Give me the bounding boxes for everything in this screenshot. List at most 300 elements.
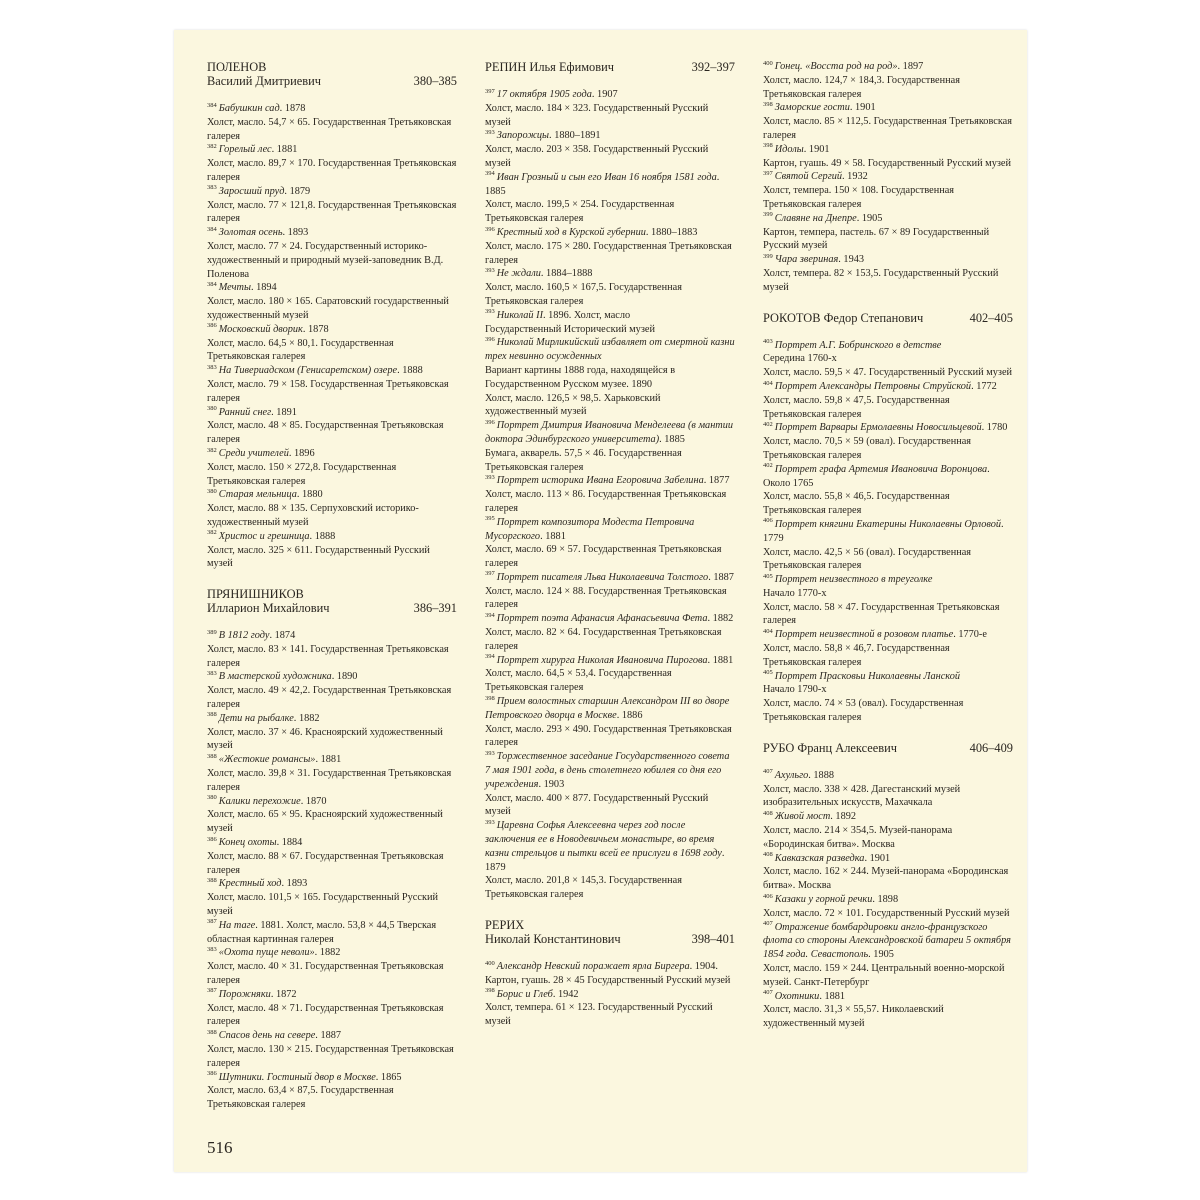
plate-number: 383 <box>207 184 217 192</box>
artwork-title: Портрет композитора Модеста Петровича Мусоргского <box>485 516 695 542</box>
artwork-title: Торжественное заседание Государственного совета 7 мая 1901 года, в день столетнего юбилея со дня его учреждения <box>485 751 730 790</box>
plate-number: 380 <box>207 487 217 495</box>
plate-number: 394 <box>485 170 495 178</box>
catalog-entry <box>763 267 1013 295</box>
artwork-details: Холст, масло. 201,8 × 145,3. Государственная Третьяковская галерея <box>485 875 682 901</box>
catalog-entry <box>763 101 1013 115</box>
artwork-title: Портрет Дмитрия Ивановича Менделеева (в мантии доктора Эдинбургского университета) <box>485 420 734 445</box>
artwork-details: Холст, темпера. 82 × 153,5. Государственный Русский музей <box>763 267 999 293</box>
plate-number: 393 <box>485 749 495 757</box>
artist-heading <box>763 311 1013 325</box>
catalog-entry <box>207 643 457 671</box>
artwork-details: Государственный Исторический музей <box>485 323 655 335</box>
plate-number: 393 <box>485 308 495 316</box>
artwork-title: Не ждали <box>496 268 541 280</box>
plate-number: 384 <box>207 101 217 109</box>
catalog-entry <box>485 198 735 226</box>
catalog-entry <box>763 783 1013 811</box>
artwork-details: Холст, масло. 59,5 × 47. Государственный Русский музей <box>763 367 1013 379</box>
catalog-entry <box>763 587 1013 601</box>
catalog-entry <box>763 366 1013 380</box>
artwork-details: Холст, масло. 48 × 85. Государственная Третьяковская галерея <box>207 420 444 446</box>
artwork-details: Холст, масло. 40 × 31. Государственная Третьяковская галерея <box>207 961 444 987</box>
plate-number: 408 <box>763 851 773 859</box>
artwork-details: Холст, масло. 180 × 165. Саратовский государственный художественный музей <box>207 296 449 321</box>
catalog-entry <box>763 962 1013 990</box>
artwork-details: . 1891 <box>271 406 297 418</box>
catalog-entry <box>485 447 735 475</box>
plate-number: 394 <box>485 611 495 619</box>
artwork-details: . 1881. Холст, масло. 53,8 × 44,5 Тверская областная картинная галерея <box>207 919 437 945</box>
artwork-title: «Жестокие романсы» <box>218 754 316 766</box>
catalog-entry <box>207 960 457 988</box>
plate-number: 395 <box>485 515 495 523</box>
artwork-details: Холст, масло. 49 × 42,2. Государственная Третьяковская галерея <box>207 685 452 711</box>
artist-name: РОКОТОВ Федор Степанович <box>763 310 924 325</box>
artwork-title: Заросший пруд <box>218 185 285 197</box>
artwork-title: Царевна Софья Алексеевна через год после заключения ее в Новодевичьем монастыре, во время казни стрельцов и пытки всей ее прислуги в 1698 году <box>485 820 722 859</box>
catalog-entry <box>207 1084 457 1112</box>
artist-page-range: 392–397 <box>691 60 735 74</box>
catalog-entry <box>207 767 457 795</box>
catalog-entry <box>485 543 735 571</box>
plate-number: 402 <box>763 462 773 470</box>
artist-page-range: 398–401 <box>691 932 735 947</box>
artwork-details: Холст, масло. 74 × 53 (овал). Государственная Третьяковская галерея <box>763 698 964 724</box>
catalog-entry <box>763 697 1013 725</box>
artist-heading <box>207 587 457 615</box>
plate-number: 405 <box>763 572 773 580</box>
artwork-details: Холст, масло. 184 × 323. Государственный Русский музей <box>485 102 709 128</box>
artist-section <box>485 60 735 902</box>
artwork-title: Чара звериная <box>774 254 839 266</box>
artwork-details: . 1905 <box>868 949 894 961</box>
artwork-details: Холст, масло. 325 × 611. Государственный Русский музей <box>207 544 430 570</box>
artwork-title: Николай Мирликийский избавляет от смертной казни трех невинно осужденных <box>485 337 735 363</box>
catalog-entry <box>763 60 1013 74</box>
artist-name: Николай Константинович <box>485 932 621 947</box>
catalog-entry <box>485 281 735 309</box>
catalog-entry <box>485 240 735 268</box>
catalog-entry <box>763 518 1013 546</box>
artist-heading-line <box>485 918 735 932</box>
artist-section <box>207 587 457 1112</box>
catalog-entry <box>485 364 735 392</box>
catalog-entry <box>763 184 1013 212</box>
artwork-title: Ахульго <box>774 769 809 781</box>
artwork-details: Холст, масло. 101,5 × 165. Государственный Русский музей <box>207 892 438 918</box>
catalog-entry <box>763 435 1013 463</box>
artwork-title: Христос и грешница <box>218 530 310 542</box>
artwork-title: Портрет поэта Афанасия Афанасьевича Фета <box>496 613 708 625</box>
catalog-entry <box>485 960 735 988</box>
plate-number: 402 <box>763 420 773 428</box>
plate-number: 388 <box>207 752 217 760</box>
catalog-entry <box>485 323 735 337</box>
catalog-entry <box>485 874 735 902</box>
catalog-entry <box>207 877 457 891</box>
catalog-entry <box>485 88 735 102</box>
artwork-details: Холст, масло. 162 × 244. Музей-панорама «Бородинская битва». Москва <box>763 866 1009 892</box>
artist-heading <box>485 918 735 946</box>
artwork-details: Холст, масло. 72 × 101. Государственный Русский музей <box>763 907 1010 919</box>
artwork-details: . 1905 <box>856 212 883 224</box>
artwork-details: Холст, масло. 130 × 215. Государственная Третьяковская галерея <box>207 1044 454 1069</box>
artwork-details: . 1884 <box>276 837 303 849</box>
catalog-entry <box>485 723 735 751</box>
plate-number: 384 <box>207 280 217 288</box>
artwork-details: . 1878 <box>302 323 329 335</box>
artwork-details: Вариант картины 1888 года, находящейся в Государственном Русском музее. 1890 <box>485 364 676 390</box>
catalog-entry <box>207 1029 457 1043</box>
artist-heading-line <box>485 60 735 74</box>
plate-number: 386 <box>207 322 217 330</box>
artist-name: ПРЯНИШНИКОВ <box>207 587 304 602</box>
artwork-details: Холст, масло. 42,5 × 56 (овал). Государственная Третьяковская галерея <box>763 546 972 572</box>
artwork-details: Холст, темпера. 150 × 108. Государственная Третьяковская галерея <box>763 185 955 210</box>
artwork-title: Портрет Варвары Ермолаевны Новосильцевой <box>774 422 982 434</box>
catalog-entry <box>763 907 1013 921</box>
artwork-details: Холст, масло. 160,5 × 167,5. Государственная Третьяковская галерея <box>485 282 682 307</box>
artwork-details: . 1894 <box>250 282 277 294</box>
catalog-entry <box>207 1002 457 1030</box>
artist-name: РУБО Франц Алексеевич <box>763 740 897 755</box>
artwork-details: . 1898 <box>872 894 899 906</box>
plate-number: 406 <box>763 892 773 900</box>
catalog-entry <box>763 170 1013 184</box>
artwork-details: Холст, масло. 48 × 71. Государственная Третьяковская галерея <box>207 1002 444 1028</box>
artist-heading-line <box>763 311 1013 325</box>
artwork-details: . 1892 <box>830 811 857 823</box>
artwork-title: Портрет Александры Петровны Струйской <box>774 380 972 392</box>
catalog-entry <box>207 712 457 726</box>
catalog-entry <box>207 185 457 199</box>
artist-heading-line <box>485 932 735 946</box>
plate-number: 383 <box>207 363 217 371</box>
artwork-title: Гонец. «Восста род на род» <box>774 61 898 72</box>
artwork-title: Славяне на Днепре <box>774 212 857 224</box>
artwork-details: Холст, масло. 203 × 358. Государственный Русский музей <box>485 144 709 169</box>
catalog-entry <box>763 769 1013 783</box>
artwork-title: Портрет княгини Екатерины Николаевны Орловой <box>774 518 1001 530</box>
artwork-details: . 1874 <box>269 630 296 642</box>
artwork-details: . 1881 <box>819 990 846 1002</box>
artwork-title: Портрет неизвестной в розовом платье <box>774 629 954 641</box>
artwork-details: Холст, масло. 82 × 64. Государственная Третьяковская галерея <box>485 627 722 652</box>
artwork-details: Холст, масло. 77 × 24. Государственный историко-художественный и природный музей-заповедник В.Д. Поленова <box>207 240 444 280</box>
catalog-entry <box>485 143 735 171</box>
catalog-entry <box>763 490 1013 518</box>
artwork-details: . 1888 <box>808 769 834 781</box>
plate-number: 393 <box>485 473 495 481</box>
catalog-entry <box>763 852 1013 866</box>
catalog-entry <box>207 946 457 960</box>
artwork-title: Спасов день на севере <box>218 1030 316 1042</box>
artwork-details: . 1901 <box>849 102 876 114</box>
artwork-details: . 1896. Холст, масло <box>543 309 631 321</box>
artwork-title: Портрет графа Артемия Ивановича Воронцова <box>774 463 988 475</box>
plate-number: 380 <box>207 794 217 802</box>
artwork-title: Иван Грозный и сын его Иван 16 ноября 1581 года <box>496 171 717 183</box>
catalog-entry <box>207 337 457 365</box>
artwork-title: Живой мост <box>774 811 831 823</box>
catalog-entry <box>485 612 735 626</box>
artwork-details: Холст, масло. 338 × 428. Дагестанский музей изобразительных искусств, Махачкала <box>763 783 961 809</box>
catalog-entry <box>485 226 735 240</box>
artwork-title: 17 октября 1905 года <box>496 89 592 100</box>
artwork-title: Запорожцы <box>496 130 550 142</box>
artwork-details: Холст, масло. 65 × 95. Красноярский художественный музей <box>207 809 443 835</box>
catalog-entry <box>207 544 457 572</box>
plate-number: 397 <box>485 570 495 578</box>
plate-number: 393 <box>485 818 495 826</box>
artist-section <box>485 918 735 1029</box>
artist-name: РЕРИХ <box>485 918 525 933</box>
artwork-details: . 1879 <box>485 847 725 873</box>
artwork-details: Бумага, акварель. 57,5 × 46. Государственная Третьяковская галерея <box>485 447 682 473</box>
artwork-details: . 1877 <box>703 475 730 487</box>
artwork-details: . 1884–1888 <box>540 268 593 280</box>
artwork-details: . 1932 <box>842 171 868 183</box>
catalog-entry <box>763 339 1013 353</box>
plate-number: 400 <box>485 959 495 967</box>
artwork-details: Холст, масло. 126,5 × 98,5. Харьковский художественный музей <box>485 392 661 418</box>
artwork-details: . 1879 <box>284 185 311 197</box>
artwork-details: Холст, масло. 59,8 × 47,5. Государственная Третьяковская галерея <box>763 394 950 420</box>
artwork-details: Холст, масло. 150 × 272,8. Государственная Третьяковская галерея <box>207 461 397 487</box>
artwork-details: . Около 1765 <box>763 463 990 489</box>
artwork-title: Портрет неизвестного в треуголке <box>774 574 933 586</box>
artwork-title: Портрет историка Ивана Егоровича Забелина <box>496 475 704 487</box>
catalog-entry <box>485 419 735 447</box>
plate-number: 397 <box>485 87 495 95</box>
artwork-details: . 1882 <box>314 947 341 959</box>
catalog-entry <box>763 642 1013 670</box>
artwork-title: Порожняки <box>218 988 271 1000</box>
plate-number: 398 <box>485 694 495 702</box>
catalog-entry <box>485 750 735 791</box>
catalog-entry <box>763 380 1013 394</box>
plate-number: 403 <box>763 338 773 346</box>
artwork-title: Среди учителей <box>218 447 289 459</box>
catalog-entry <box>207 102 457 116</box>
artwork-title: Конец охоты <box>218 837 277 849</box>
catalog-entry <box>207 850 457 878</box>
catalog-entry <box>763 893 1013 907</box>
catalog-entry <box>485 585 735 613</box>
catalog-entry <box>763 810 1013 824</box>
artwork-details: Холст, масло. 79 × 158. Государственная Третьяковская галерея <box>207 378 449 404</box>
artwork-details: Холст, масло. 69 × 57. Государственная Третьяковская галерея <box>485 544 722 570</box>
catalog-entry <box>485 171 735 199</box>
plate-number: 384 <box>207 225 217 233</box>
artist-section <box>763 741 1013 1031</box>
artwork-title: Калики перехожие <box>218 795 301 807</box>
catalog-entry <box>485 516 735 544</box>
artwork-details: . 1893 <box>281 878 308 890</box>
column-2 <box>485 60 735 1045</box>
plate-number: 393 <box>485 266 495 274</box>
catalog-entry <box>207 323 457 337</box>
artwork-details: . 1903 <box>538 778 565 790</box>
artwork-details: Холст, масло. 199,5 × 254. Государственная Третьяковская галерея <box>485 199 675 225</box>
catalog-entry <box>763 824 1013 852</box>
artwork-details: Холст, масло. 293 × 490. Государственная Третьяковская галерея <box>485 723 732 749</box>
catalog-entry <box>763 74 1013 102</box>
artwork-title: Прием волостных старшин Александром III во дворе Петровского дворца в Москве <box>485 696 730 721</box>
plate-number: 388 <box>207 1028 217 1036</box>
catalog-entry <box>207 753 457 767</box>
catalog-entry <box>207 226 457 240</box>
catalog-entry <box>207 116 457 144</box>
plate-number: 387 <box>207 918 217 926</box>
artwork-details: . 1882 <box>293 712 320 724</box>
artwork-details: . 1885 <box>485 171 720 197</box>
catalog-entry <box>207 378 457 406</box>
catalog-entry <box>485 667 735 695</box>
column-1 <box>207 60 457 1128</box>
artist-heading <box>763 741 1013 755</box>
plate-number: 383 <box>207 946 217 953</box>
artwork-details: . 1881 <box>707 654 734 666</box>
plate-number: 407 <box>763 768 773 776</box>
plate-number: 394 <box>485 653 495 661</box>
artwork-details: . 1878 <box>279 103 306 114</box>
plate-number: 386 <box>207 835 217 843</box>
artwork-details: Холст, масло. 124 × 88. Государственная Третьяковская галерея <box>485 585 727 611</box>
artwork-details: Середина 1760-х <box>763 353 837 365</box>
catalog-entry <box>485 819 735 874</box>
artwork-details: Холст, масло. 70,5 × 59 (овал). Государственная Третьяковская галерея <box>763 436 972 461</box>
catalog-entry <box>763 921 1013 962</box>
artwork-details: . 1893 <box>282 227 309 239</box>
artwork-details: Холст, масло. 400 × 877. Государственный Русский музей <box>485 792 709 818</box>
plate-number: 382 <box>207 446 217 454</box>
catalog-entry <box>485 1001 735 1029</box>
catalog-entry <box>485 267 735 281</box>
catalog-entry <box>485 474 735 488</box>
catalog-entry <box>207 629 457 643</box>
artwork-details: . 1896 <box>288 447 315 459</box>
plate-number: 393 <box>485 128 495 136</box>
artwork-title: «Охота пуще неволи» <box>218 947 315 959</box>
artwork-details: Холст, масло. 58,8 × 46,7. Государственная Третьяковская галерея <box>763 643 950 668</box>
catalog-entry <box>207 364 457 378</box>
artwork-details: . 1943 <box>838 254 865 266</box>
plate-number: 387 <box>207 987 217 995</box>
catalog-entry <box>207 684 457 712</box>
artwork-details: . 1904. Картон, гуашь. 28 × 45 Государственный Русский музей <box>485 961 731 986</box>
catalog-entry <box>207 419 457 447</box>
artwork-title: Портрет А.Г. Бобринского в детстве <box>774 339 942 351</box>
catalog-entry <box>485 626 735 654</box>
artwork-title: Шутники. Гостиный двор в Москве <box>218 1071 376 1083</box>
catalog-entry <box>763 115 1013 143</box>
artwork-details: . 1882 <box>707 613 734 625</box>
artist-page-range: 386–391 <box>413 601 457 616</box>
catalog-entry <box>763 628 1013 642</box>
column-3 <box>763 60 1013 1047</box>
catalog-entry <box>207 406 457 420</box>
artwork-title: Борис и Глеб <box>496 988 553 1000</box>
artwork-details: Холст, масло. 83 × 141. Государственная Третьяковская галерея <box>207 643 449 669</box>
catalog-entry <box>485 488 735 516</box>
catalog-entry <box>207 281 457 295</box>
artist-page-range: 406–409 <box>969 740 1013 755</box>
plate-number: 404 <box>763 379 773 387</box>
artwork-title: Николай II <box>496 309 543 321</box>
catalog-entry <box>207 530 457 544</box>
artwork-details: Холст, масло. 39,8 × 31. Государственная Третьяковская галерея <box>207 768 452 793</box>
artwork-details: . 1772 <box>971 380 997 392</box>
artwork-details: . 1942 <box>552 988 579 1000</box>
artwork-details: Холст, масло. 214 × 354,5. Музей-панорама «Бородинская битва». Москва <box>763 825 953 850</box>
catalog-page <box>174 30 1027 1172</box>
plate-number: 380 <box>207 405 217 413</box>
artwork-details: Холст, масло. 37 × 46. Красноярский художественный музей <box>207 726 443 752</box>
artist-section <box>763 311 1013 725</box>
artwork-details: Холст, масло. 113 × 86. Государственная Третьяковская галерея <box>485 489 727 514</box>
artwork-title: Ранний снег <box>218 406 272 418</box>
catalog-entry <box>485 392 735 420</box>
catalog-entry <box>763 226 1013 254</box>
artwork-details: Холст, масло. 88 × 67. Государственная Третьяковская галерея <box>207 850 444 876</box>
artwork-title: Портрет писателя Льва Николаевича Толстого <box>496 571 709 583</box>
artist-heading <box>207 60 457 88</box>
artwork-details: Холст, масло. 58 × 47. Государственная Третьяковская галерея <box>763 601 1000 627</box>
artwork-details: Холст, масло. 77 × 121,8. Государственная Третьяковская галерея <box>207 199 457 225</box>
catalog-entry <box>207 795 457 809</box>
catalog-entry <box>207 919 457 947</box>
catalog-entry <box>207 447 457 461</box>
plate-number: 389 <box>207 628 217 636</box>
catalog-entry <box>485 988 735 1002</box>
catalog-entry <box>763 463 1013 491</box>
artwork-details: . 1881 <box>540 530 566 542</box>
artist-heading-line <box>207 60 457 74</box>
artwork-title: Заморские гости <box>774 102 850 114</box>
artwork-details: . 1901 <box>864 852 891 864</box>
artwork-title: Святой Сергий <box>774 171 843 183</box>
catalog-entry <box>207 891 457 919</box>
artwork-title: На таге <box>218 919 256 931</box>
catalog-entry <box>207 199 457 227</box>
artwork-details: Холст, масло. 31,3 × 55,57. Николаевский художественный музей <box>763 1004 944 1030</box>
plate-number: 383 <box>207 670 217 678</box>
plate-number: 398 <box>763 142 773 150</box>
catalog-entry <box>207 157 457 185</box>
artwork-details: Холст, масло. 88 × 135. Серпуховский историко-художественный музей <box>207 503 419 528</box>
artwork-title: Отражение бомбардировки англо-французского флота со стороны Александровской батареи 5 октября 1854 года. Севастополь <box>763 921 1011 961</box>
artwork-details: . 1887 <box>315 1030 342 1042</box>
artwork-details: . 1907 <box>591 89 618 100</box>
artwork-title: На Тивериадском (Генисаретском) озере <box>218 365 398 377</box>
artwork-details: . 1770-е <box>953 629 987 641</box>
catalog-entry <box>763 865 1013 893</box>
catalog-entry <box>763 157 1013 171</box>
plate-number: 382 <box>207 529 217 537</box>
catalog-entry <box>763 601 1013 629</box>
artwork-title: Александр Невский поражает ярла Биргера <box>496 961 690 973</box>
artwork-title: Охотники <box>774 990 820 1002</box>
artwork-title: Мечты <box>218 282 251 294</box>
artist-page-range: 380–385 <box>413 74 457 88</box>
artist-name: ПОЛЕНОВ <box>207 60 267 74</box>
artwork-title: Золотая осень <box>218 227 283 239</box>
artwork-details: Начало 1790-х <box>763 684 827 696</box>
plate-number: 406 <box>763 517 773 525</box>
artwork-details: . 1885 <box>659 433 685 445</box>
